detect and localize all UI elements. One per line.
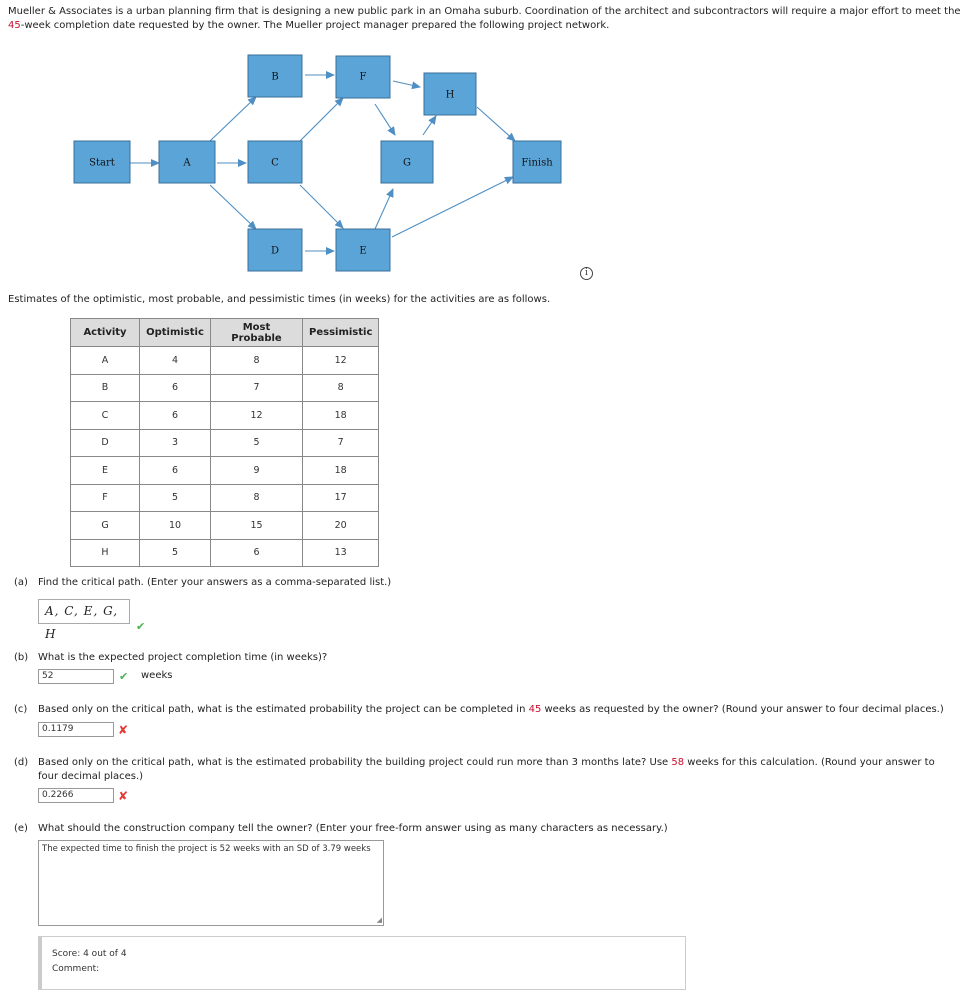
node-start xyxy=(74,141,130,183)
question-d-text-2: weeks for this calculation. (Round your answer to four decimal places.) xyxy=(38,757,935,782)
cell-most-probable: 8 xyxy=(211,347,303,375)
table-row xyxy=(71,484,379,512)
node-h xyxy=(424,73,476,115)
cell-most-probable: 7 xyxy=(211,374,303,402)
question-d-weeks: 58 xyxy=(671,757,685,768)
cell-optimistic: 6 xyxy=(140,402,211,430)
cell-activity: A xyxy=(71,347,140,375)
question-c-text-1: Based only on the critical path, what is the estimated probability the project can be completed in xyxy=(38,704,529,715)
score-panel xyxy=(38,936,686,990)
node-e xyxy=(336,229,390,271)
table-row xyxy=(71,457,379,485)
cell-pessimistic: 18 xyxy=(303,457,379,485)
cell-most-probable: 5 xyxy=(211,429,303,457)
answer-b-input[interactable]: 52 xyxy=(38,669,114,684)
question-e-text: What should the construction company tell the owner? (Enter your free-form answer using as many characters as necessary.) xyxy=(38,823,668,834)
edge-h-finish xyxy=(477,107,515,141)
cell-optimistic: 4 xyxy=(140,347,211,375)
cell-pessimistic: 7 xyxy=(303,429,379,457)
cell-optimistic: 3 xyxy=(140,429,211,457)
table-row xyxy=(71,429,379,457)
cell-activity: F xyxy=(71,484,140,512)
cell-activity: G xyxy=(71,512,140,540)
question-e xyxy=(14,822,668,836)
edge-f-g xyxy=(375,104,395,135)
edge-e-g xyxy=(375,189,393,229)
cell-optimistic: 6 xyxy=(140,374,211,402)
question-e-label: (e) xyxy=(14,823,28,834)
table-row xyxy=(71,512,379,540)
question-b-label: (b) xyxy=(14,652,29,663)
question-c-label: (c) xyxy=(14,704,28,715)
node-finish xyxy=(513,141,561,183)
header-pessimistic: Pessimistic xyxy=(303,319,379,347)
edge-e-finish xyxy=(392,177,513,237)
edge-f-h xyxy=(393,81,420,87)
comment-label: Comment: xyxy=(52,964,100,974)
question-a xyxy=(14,576,391,590)
table-header-row xyxy=(71,319,379,347)
node-g xyxy=(381,141,433,183)
node-f-label: F xyxy=(359,71,367,83)
question-c xyxy=(14,703,964,717)
node-b-label: B xyxy=(271,71,279,83)
project-network-diagram xyxy=(0,0,977,290)
edge-a-b xyxy=(210,97,256,141)
cell-most-probable: 9 xyxy=(211,457,303,485)
node-a-label: A xyxy=(183,157,191,169)
cell-activity: H xyxy=(71,539,140,567)
answer-a-input[interactable]: A, C, E, G, H xyxy=(38,599,130,624)
edge-c-e xyxy=(300,185,343,228)
info-icon[interactable]: i xyxy=(580,267,593,280)
cell-most-probable: 15 xyxy=(211,512,303,540)
intro-deadline: 45 xyxy=(8,20,21,31)
cell-most-probable: 6 xyxy=(211,539,303,567)
cell-pessimistic: 13 xyxy=(303,539,379,567)
correct-check-icon: ✔ xyxy=(119,670,129,683)
edge-g-h xyxy=(423,116,436,135)
node-c xyxy=(248,141,302,183)
cell-pessimistic: 20 xyxy=(303,512,379,540)
cell-activity: B xyxy=(71,374,140,402)
cell-optimistic: 5 xyxy=(140,539,211,567)
answer-e-textarea[interactable] xyxy=(38,840,384,926)
intro-text-1: Mueller & Associates is a urban planning firm that is designing a new public park in an Omaha suburb. Coordination of the architect and subcontractors will require a major effort to meet the xyxy=(8,6,961,17)
intro-text-2: -week completion date requested by the owner. The Mueller project manager prepared the following project network. xyxy=(20,20,610,31)
header-most-probable: Most Probable xyxy=(211,319,303,347)
cell-activity: D xyxy=(71,429,140,457)
answer-d-input[interactable]: 0.2266 xyxy=(38,788,114,803)
question-d xyxy=(14,756,954,784)
incorrect-cross-icon: ✘ xyxy=(118,723,129,737)
cell-most-probable: 8 xyxy=(211,484,303,512)
node-c-label: C xyxy=(271,157,279,169)
cell-most-probable: 12 xyxy=(211,402,303,430)
resize-handle-icon[interactable]: ◢ xyxy=(376,916,382,924)
cell-pessimistic: 17 xyxy=(303,484,379,512)
cell-activity: E xyxy=(71,457,140,485)
header-optimistic: Optimistic xyxy=(140,319,211,347)
node-a xyxy=(159,141,215,183)
table-row xyxy=(71,374,379,402)
table-row xyxy=(71,347,379,375)
estimates-text: Estimates of the optimistic, most probable, and pessimistic times (in weeks) for the activities are as follows. xyxy=(8,294,551,305)
incorrect-cross-icon: ✘ xyxy=(118,789,129,803)
cell-optimistic: 6 xyxy=(140,457,211,485)
node-h-label: H xyxy=(445,89,455,101)
answer-c-input[interactable]: 0.1179 xyxy=(38,722,114,737)
question-d-text-1: Based only on the critical path, what is the estimated probability the building project could run more than 3 months late? Use xyxy=(38,757,672,768)
node-start-label: Start xyxy=(89,157,115,169)
score-text: Score: 4 out of 4 xyxy=(52,949,127,959)
question-c-weeks: 45 xyxy=(528,704,542,715)
node-g-label: G xyxy=(403,157,411,169)
cell-optimistic: 10 xyxy=(140,512,211,540)
estimates-table xyxy=(70,318,379,567)
edge-c-f xyxy=(300,98,343,141)
cell-pessimistic: 18 xyxy=(303,402,379,430)
cell-pessimistic: 8 xyxy=(303,374,379,402)
question-b-text: What is the expected project completion time (in weeks)? xyxy=(38,652,328,663)
node-f xyxy=(336,56,390,98)
cell-pessimistic: 12 xyxy=(303,347,379,375)
edge-a-d xyxy=(210,185,256,229)
question-c-text-2: weeks as requested by the owner? (Round your answer to four decimal places.) xyxy=(541,704,944,715)
header-activity: Activity xyxy=(71,319,140,347)
node-e-label: E xyxy=(359,245,367,257)
table-row xyxy=(71,539,379,567)
node-d xyxy=(248,229,302,271)
answer-e-text: The expected time to finish the project is 52 weeks with an SD of 3.79 weeks xyxy=(42,844,371,854)
cell-activity: C xyxy=(71,402,140,430)
node-finish-label: Finish xyxy=(521,157,553,169)
table-row xyxy=(71,402,379,430)
correct-check-icon: ✔ xyxy=(136,620,146,633)
answer-b-unit: weeks xyxy=(141,670,173,681)
question-b xyxy=(14,651,327,665)
question-a-label: (a) xyxy=(14,577,28,588)
question-a-text: Find the critical path. (Enter your answers as a comma-separated list.) xyxy=(38,577,392,588)
node-b xyxy=(248,55,302,97)
node-d-label: D xyxy=(270,245,280,257)
cell-optimistic: 5 xyxy=(140,484,211,512)
question-d-label: (d) xyxy=(14,757,29,768)
